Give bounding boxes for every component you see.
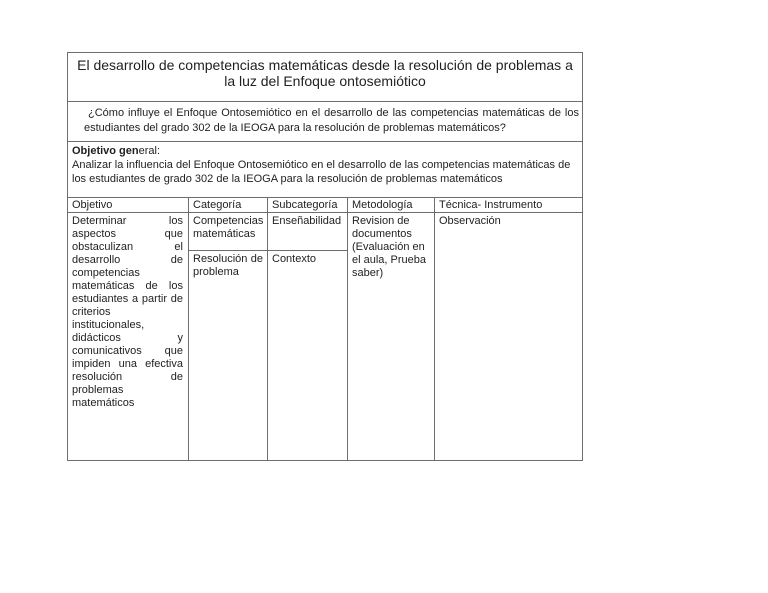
header-tecnica-instrumento: Técnica- Instrumento xyxy=(434,198,582,212)
document-title: El desarrollo de competencias matemáticas desde la resolución de problemas a la luz del Enfoque ontosemiótico xyxy=(77,57,573,89)
matrix-header-row xyxy=(68,197,582,212)
category-row-2 xyxy=(189,250,347,460)
header-categoria: Categoría xyxy=(188,198,267,212)
general-objective-label-bold: Objetivo gen xyxy=(72,145,139,157)
research-matrix-table xyxy=(67,52,583,461)
header-subcategoria: Subcategoría xyxy=(267,198,347,212)
header-metodologia: Metodología xyxy=(347,198,434,212)
cell-tecnica-instrumento: Observación xyxy=(434,213,582,460)
cell-objetivo: Determinar los aspectos que obstaculizan el desarrollo de competencias matemáticas de los estudiantes a partir de criterios institucionales, didácticos y comunicativos que impiden una efectiva resolución de problemas matemáticos xyxy=(72,215,183,409)
cell-categoria-1: Competencias matemáticas xyxy=(193,215,264,240)
category-row-1 xyxy=(189,213,347,250)
cell-subcategoria-1: Enseñabilidad xyxy=(267,213,347,250)
research-question: ¿Cómo influye el Enfoque Ontosemiótico en el desarrollo de las competencias matemáticas de los estudiantes del grado 302 de la IEOGA para la resolución de problemas matemáticos? xyxy=(68,101,582,141)
cell-subcategoria-2: Contexto xyxy=(267,251,347,460)
general-objective-text: Analizar la influencia del Enfoque Ontosemiótico en el desarrollo de las competencias matemáticas de los estudiantes de grado 302 de la IEOGA para la resolución de problemas matemáticos xyxy=(72,159,571,185)
categoria-subcategoria-group xyxy=(188,213,347,460)
cell-categoria-2: Resolución de problema xyxy=(193,253,263,278)
matrix-body-row xyxy=(68,212,582,460)
general-objective-section xyxy=(68,141,582,197)
cell-metodologia: Revision de documentos (Evaluación en el aula, Prueba saber) xyxy=(347,213,434,460)
general-objective-label-rest: eral: xyxy=(138,145,161,157)
header-objetivo: Objetivo xyxy=(72,199,113,211)
